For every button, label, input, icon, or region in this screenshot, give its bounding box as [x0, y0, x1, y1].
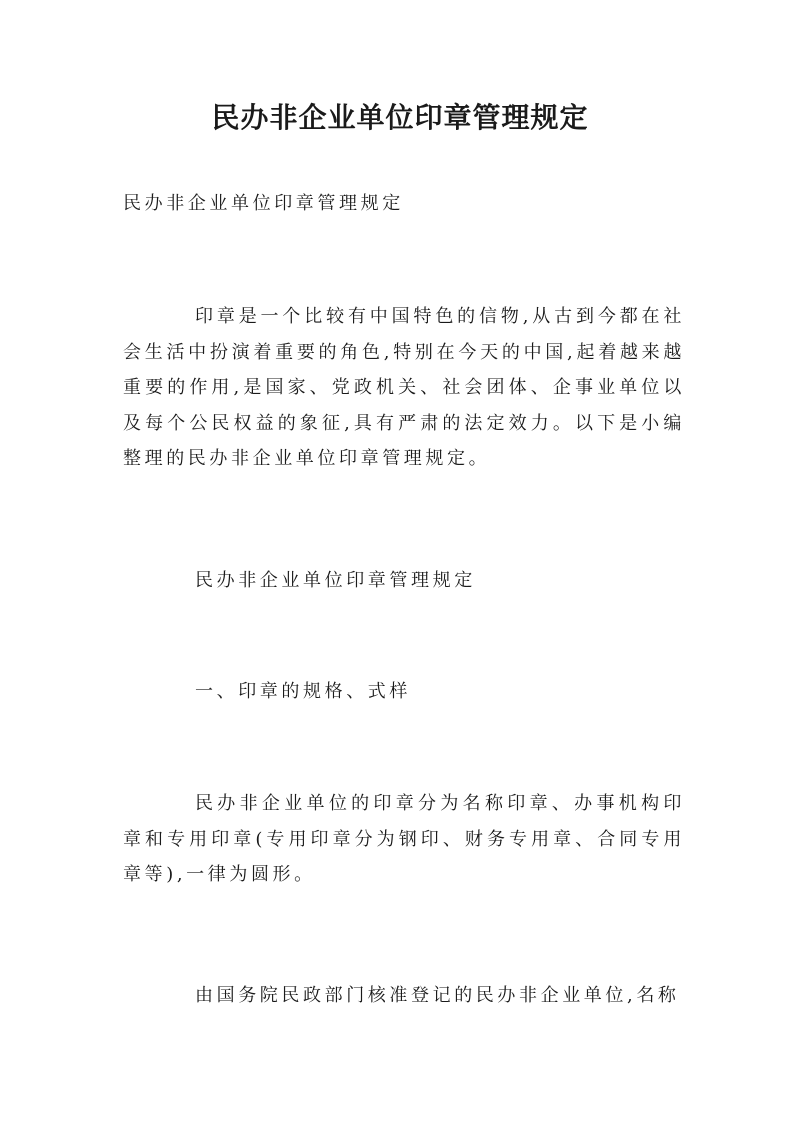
- registration-paragraph: 由国务院民政部门核准登记的民办非企业单位,名称: [195, 985, 680, 1006]
- intro-paragraph: 印章是一个比较有中国特色的信物,从古到今都在社会生活中扮演着重要的角色,特别在今天的中国,起着越来越重要的作用,是国家、党政机关、社会团体、企事业单位以及每个公民权益的象征,具有严肃的法定效力。以下是小编整理的民办非企业单位印章管理规定。: [123, 306, 685, 469]
- seal-types-paragraph: 民办非企业单位的印章分为名称印章、办事机构印章和专用印章(专用印章分为钢印、财务专用章、合同专用章等),一律为圆形。: [123, 793, 685, 885]
- document-title: 民办非企业单位印章管理规定: [211, 101, 589, 134]
- document-subtitle: 民办非企业单位印章管理规定: [123, 193, 404, 214]
- section-heading: 民办非企业单位印章管理规定: [195, 570, 476, 591]
- section-one-heading: 一、印章的规格、式样: [195, 681, 411, 702]
